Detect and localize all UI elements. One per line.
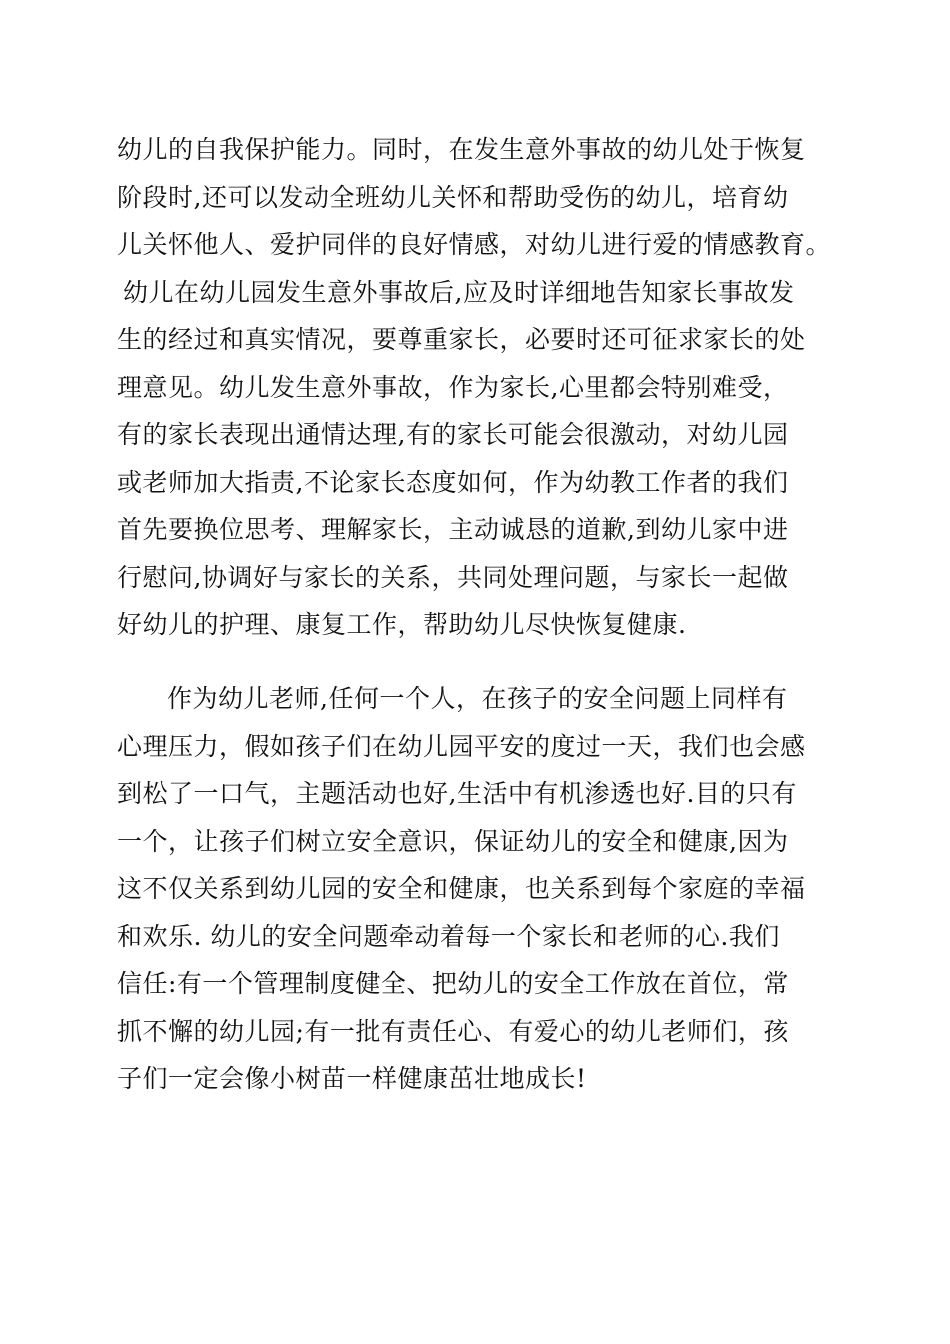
paragraph-line: 和欢乐. 幼儿的安全问题牵动着每一个家长和老师的心.我们 bbox=[117, 921, 780, 951]
paragraph-3 bbox=[117, 675, 817, 1103]
paragraph-1 bbox=[117, 126, 832, 269]
paragraph-line: 或老师加大指责,不论家长态度如何，作为幼教工作者的我们 bbox=[117, 467, 789, 497]
paragraph-line: 一个，让孩子们树立安全意识，保证幼儿的安全和健康,因为 bbox=[117, 826, 789, 856]
paragraph-line: 好幼儿的护理、康复工作，帮助幼儿尽快恢复健康. bbox=[117, 610, 687, 639]
paragraph-line: 心理压力，假如孩子们在幼儿园平安的度过一天，我们也会感 bbox=[117, 731, 806, 761]
paragraph-line: 幼儿的自我保护能力。同时，在发生意外事故的幼儿处于恢复 bbox=[117, 135, 806, 164]
paragraph-line: 有的家长表现出通情达理,有的家长可能会很激动，对幼儿园 bbox=[117, 420, 789, 449]
paragraph-line: 儿关怀他人、爱护同伴的良好情感，对幼儿进行爱的情感教育。 bbox=[117, 230, 832, 259]
paragraph-line: 抓不懈的幼儿园;有一批有责任心、有爱心的幼儿老师们，孩 bbox=[117, 1016, 789, 1046]
paragraph-line: 理意见。幼儿发生意外事故，作为家长,心里都会特别难受， bbox=[117, 372, 789, 402]
paragraph-line: 阶段时,还可以发动全班幼儿关怀和帮助受伤的幼儿，培育幼 bbox=[117, 182, 789, 212]
paragraph-line: 幼儿在幼儿园发生意外事故后,应及时详细地告知家长事故发 bbox=[123, 277, 795, 307]
paragraph-line: 首先要换位思考、理解家长，主动诚恳的道歉,到幼儿家中进 bbox=[117, 515, 789, 544]
paragraph-line: 作为幼儿老师,任何一个人，在孩子的安全问题上同样有 bbox=[167, 684, 788, 713]
paragraph-line: 到松了一口气，主题活动也好,生活中有机渗透也好.目的只有 bbox=[117, 779, 797, 808]
paragraph-line: 生的经过和真实情况，要尊重家长，必要时还可征求家长的处 bbox=[117, 325, 806, 354]
paragraph-line: 子们一定会像小树苗一样健康茁壮地成长! bbox=[117, 1064, 587, 1093]
paragraph-line: 行慰问,协调好与家长的关系，共同处理问题，与家长一起做 bbox=[117, 562, 789, 592]
paragraph-2 bbox=[117, 269, 817, 649]
paragraph-line: 这不仅关系到幼儿园的安全和健康，也关系到每个家庭的幸福 bbox=[117, 874, 806, 903]
paragraph-line: 信任:有一个管理制度健全、把幼儿的安全工作放在首位，常 bbox=[117, 969, 789, 998]
